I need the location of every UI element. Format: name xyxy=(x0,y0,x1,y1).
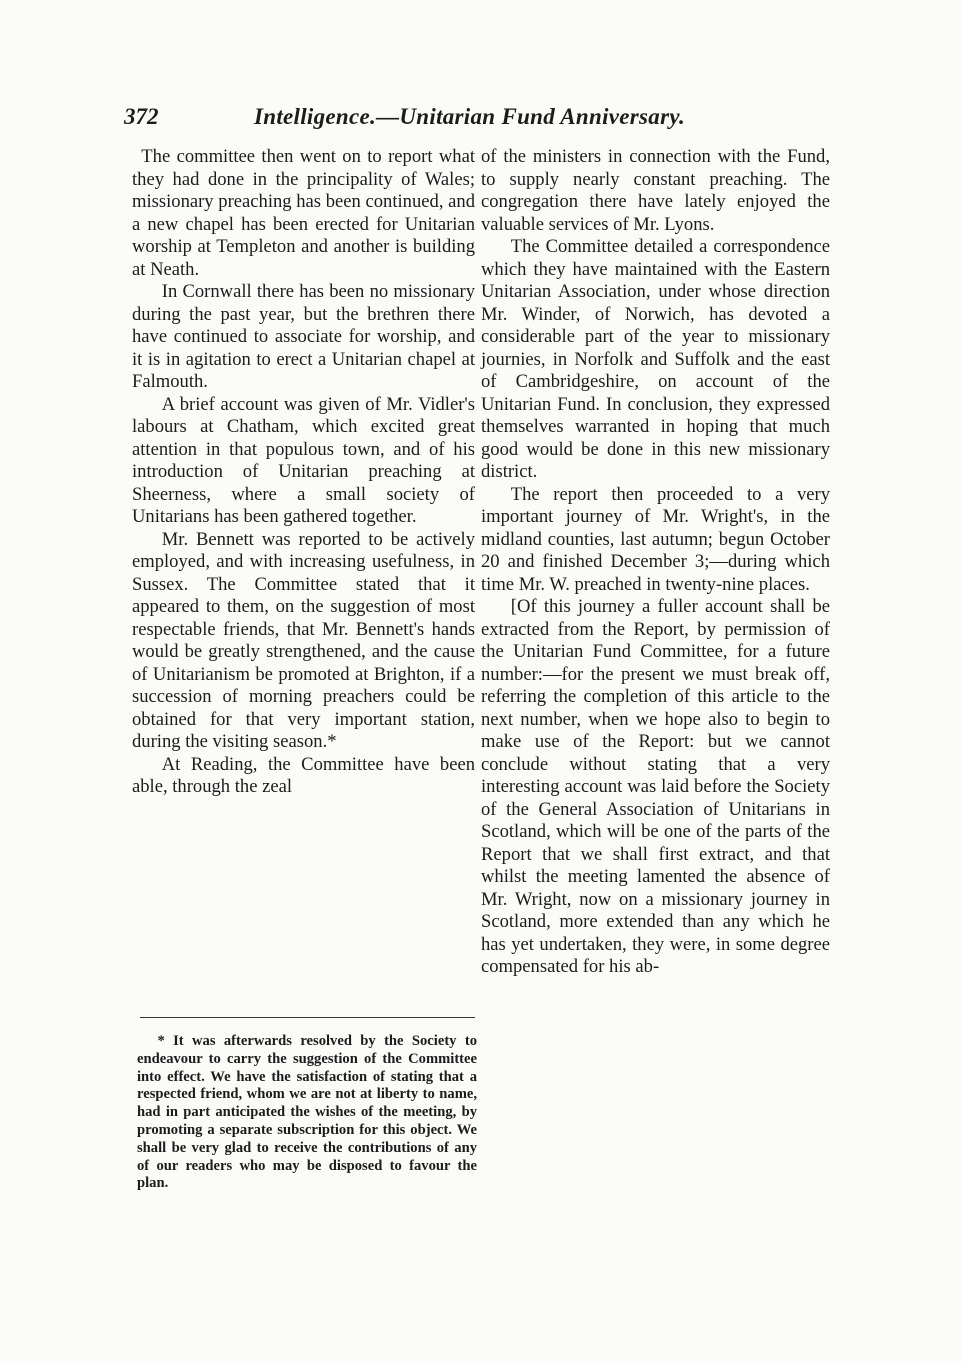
paragraph-sussex: Mr. Bennett was reported to be actively employed, and with increasing usefulness, in Sussex. The Committee stated that it appeared to them, on the suggestion of most respectable friends, that Mr. Bennett's hands would be greatly strengthened, and the cause of Unitarianism be promoted at Brighton, if a succession of morning preachers could be obtained for that very important station, during the visiting season.* xyxy=(132,528,475,752)
paragraph-eastern-association: The Committee detailed a correspondence which they have maintained with the Eastern Unitarian Association, under whose direction Mr. Winder, of Norwich, has devoted a considerable part of the year to missionary journies, in Norfolk and Suffolk and the east of Cambridgeshire, on account of the Unitarian Fund. In conclusion, they expressed themselves warranted in hoping that much good would be done in this new missionary district. xyxy=(481,236,830,482)
footnote-rule xyxy=(140,1017,475,1018)
paragraph-chatham: A brief account was given of Mr. Vidler's labours at Chatham, which excited great attention in that populous town, and of his introduction of Unitarian preaching at Sheerness, where a small society of Unitarians has been gathered together. xyxy=(132,393,475,527)
paragraph-cornwall: In Cornwall there has been no missionary during the past year, but the brethren there have continued to associate for worship, and it is in agitation to erect a Unitarian chapel at Falmouth. xyxy=(132,281,475,392)
paragraph-report-note: [Of this journey a fuller account shall be extracted from the Report, by permission of the Unitarian Fund Committee, for a future number:—for the present we must break off, referring the completion of this article to the next number, when we hope also to begin to make use of the Report: but we cannot conclude without stating that a very interesting account was laid before the Society of the General Association of Unitarians in Scotland, which will be one of the parts of the Report that we shall first extract, and that whilst the meeting lamented the absence of Mr. Wright, now on a missionary journey in Scotland, more extended than any which he has yet undertaken, they were, in some degree compensated for his ab- xyxy=(481,596,830,977)
paragraph-wright-journey: The report then proceeded to a very important journey of Mr. Wright's, in the midland counties, last autumn; begun October 20 and finished December 3;—during which time Mr. W. preached in twenty-nine places. xyxy=(481,483,830,595)
running-header xyxy=(124,104,844,138)
paragraph-reading-cont: of the ministers in connection with the Fund, to supply nearly constant preaching. The congregation there have lately enjoyed the valuable services of Mr. Lyons. xyxy=(481,146,830,235)
page-number: 372 xyxy=(124,104,159,129)
footnote-text: * It was afterwards resolved by the Society to endeavour to carry the suggestion of the Committee into effect. We have the satisfaction of stating that a respected friend, whom we are not at liberty to name, had in part anticipated the wishes of the meeting, by promoting a separate subscription for this object. We shall be very glad to receive the contributions of any of our readers who may be disposed to favour the plan. xyxy=(137,1033,477,1192)
paragraph-wales: The committee then went on to report what they had done in the principality of Wales; missionary preaching has been continued, and a new chapel has been erected for Unitarian worship at Templeton and another is building at Neath. xyxy=(132,146,475,280)
left-column xyxy=(132,146,475,799)
right-column xyxy=(481,146,830,979)
running-title: Intelligence.—Unitarian Fund Anniversary. xyxy=(254,104,686,129)
paragraph-reading: At Reading, the Committee have been able, through the zeal xyxy=(132,753,475,797)
footnote xyxy=(137,1033,477,1193)
